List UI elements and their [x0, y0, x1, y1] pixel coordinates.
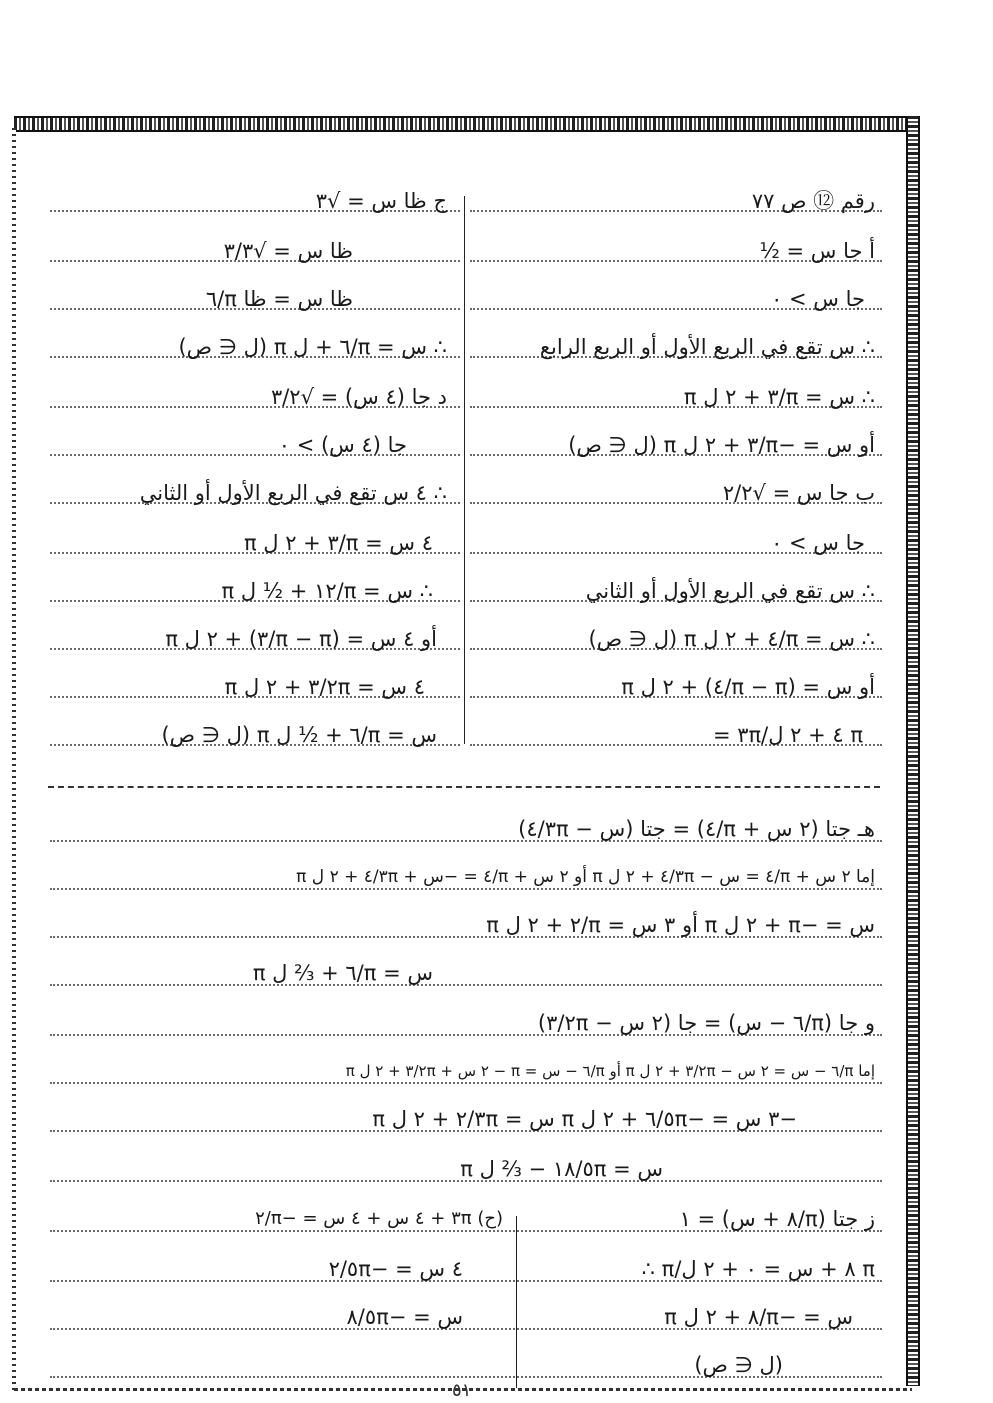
text-line: ج ظا س = √٣: [315, 189, 447, 213]
text-line: ∴ س = π/٤ + ٢ ل π (ل ∈ ص): [588, 627, 875, 651]
text-line: أ جا س = ½: [759, 239, 875, 263]
text-line: ٤ س = ٢π/٣ + ٢ ل π: [224, 675, 425, 699]
text-line: (ح) ٣π + ٤ س + ٤ س = −π/٢: [255, 1208, 503, 1229]
text-line: ∴ س تقع في الربع الأول أو الربع الرابع: [539, 335, 875, 359]
text-line: ∴ س تقع في الربع الأول أو الثاني: [585, 579, 875, 603]
text-line: س = −π + ٢ ل π أو ٣ س = π/٢ + ٢ ل π: [486, 913, 875, 937]
text-line: س = −π/٨ + ٢ ل π: [664, 1305, 853, 1329]
text-line: س = −٥π/٨: [346, 1305, 463, 1329]
text-line: = ٣π/٤ + ٢ ل π: [712, 723, 863, 747]
text-line: ٤ س = π/٣ + ٢ ل π: [243, 531, 433, 555]
text-line: −٣ س = −٥π/٦ + ٢ ل π س = ٣π/٢ + ٢ ل π: [372, 1107, 797, 1131]
text-line: و جا (π/٦ − س) = جا (٢ س − ٢π/٣): [537, 1011, 875, 1035]
text-line: س = π/٦ + ½ ل π (ل ∈ ص): [161, 723, 437, 747]
page-border-right: [906, 116, 920, 1386]
section-separator: [48, 786, 880, 788]
text-line: ز جتا (π/٨ + س) = ١: [679, 1207, 875, 1231]
text-line: د جا (٤ س) = √٣/٢: [270, 385, 447, 409]
column-divider: [464, 196, 465, 744]
text-line: ب جا س = √٢/٢: [722, 481, 875, 505]
text-line: ∴ س = π/١٢ + ½ ل π: [221, 579, 433, 603]
text-line: جا س > ٠: [771, 531, 865, 555]
text-line: س = ٥π/١٨ − ⅔ ل π: [460, 1157, 663, 1181]
text-line: ∴ ٤ س تقع في الربع الأول أو الثاني: [139, 481, 447, 505]
text-line: إما π/٦ − س = ٢ س − ٢π/٣ + ٢ ل π أو π/٦ − س = π − ٢ س + ٢π/٣ + ٢ ل π: [345, 1062, 875, 1080]
column-divider-lower: [516, 1216, 517, 1388]
text-line: (ل ∈ ص): [694, 1353, 783, 1377]
text-line: ظا س = ظا π/٦: [205, 287, 353, 311]
text-line: أو س = (π − π/٤) + ٢ ل π: [621, 675, 875, 699]
text-line: جا س > ٠: [771, 287, 865, 311]
text-line: هـ جتا (٢ س + π/٤) = جتا (س − ٣π/٤): [518, 817, 875, 841]
text-line: س = π/٦ + ⅔ ل π: [252, 961, 433, 985]
text-line: ∴ س = π/٦ + ل π (ل ∈ ص): [178, 335, 447, 359]
text-line: أو ٤ س = (π − π/٣) + ٢ ل π: [165, 627, 437, 651]
text-line: رقم ⑫ ص ٧٧: [751, 189, 875, 213]
text-line: ٤ س = −٥π/٢: [328, 1257, 463, 1281]
text-line: جا (٤ س) > ٠: [278, 433, 407, 457]
text-line: إما ٢ س + π/٤ = س − ٣π/٤ + ٢ ل π أو ٢ س + π/٤ = −س + ٣π/٤ + ٢ ل π: [296, 867, 875, 887]
page-border-top: [14, 116, 912, 132]
page-border-left: [12, 128, 16, 1390]
text-line: ∴ س = π/٣ + ٢ ل π: [683, 385, 875, 409]
page-number: ٥١: [452, 1380, 472, 1401]
text-line: أو س = −π/٣ + ٢ ل π (ل ∈ ص): [568, 433, 875, 457]
text-line: ظا س = √٣/٣: [223, 239, 353, 263]
text-line: ∴ π/٨ + س = ٠ + ٢ ل π: [641, 1257, 875, 1281]
